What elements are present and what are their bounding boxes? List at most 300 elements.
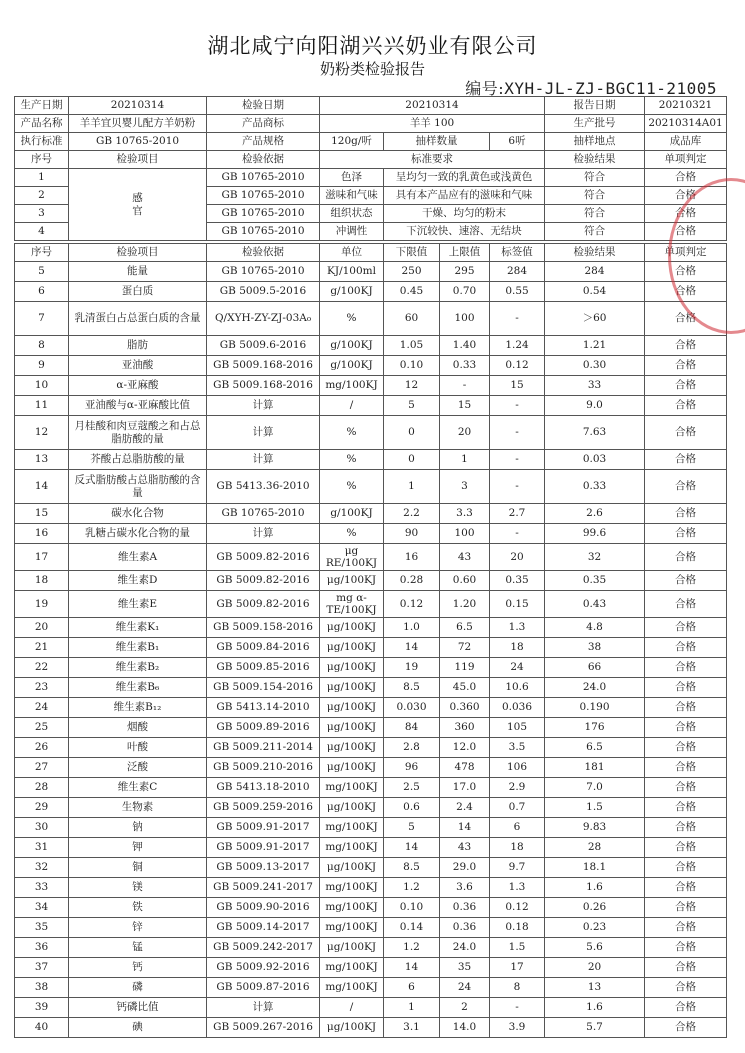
label-value: 0.55 xyxy=(490,282,545,302)
unit: mg α-TE/100KJ xyxy=(320,591,384,618)
lower-limit: 14 xyxy=(384,638,440,658)
table-row xyxy=(15,698,727,718)
test-result: 0.30 xyxy=(545,356,645,376)
table-row xyxy=(15,376,727,396)
lower-limit: 1.2 xyxy=(384,938,440,958)
test-result: 38 xyxy=(545,638,645,658)
test-result: 5.6 xyxy=(545,938,645,958)
test-basis: GB 5009.211-2014 xyxy=(207,738,320,758)
unit: % xyxy=(320,416,384,450)
unit: μg/100KJ xyxy=(320,678,384,698)
unit: mg/100KJ xyxy=(320,918,384,938)
col-header-result: 检验结果 xyxy=(545,244,645,262)
col-header-basis: 检验依据 xyxy=(207,244,320,262)
test-item: 钠 xyxy=(69,818,207,838)
upper-limit: - xyxy=(440,376,490,396)
lower-limit: 14 xyxy=(384,958,440,978)
unit: μg/100KJ xyxy=(320,1018,384,1038)
test-item: 烟酸 xyxy=(69,718,207,738)
test-item: 钾 xyxy=(69,838,207,858)
table-row xyxy=(15,918,727,938)
table-row xyxy=(15,858,727,878)
col-header-unit: 单位 xyxy=(320,244,384,262)
unit: μg/100KJ xyxy=(320,618,384,638)
verdict: 合格 xyxy=(645,470,727,504)
col-header-no: 序号 xyxy=(15,244,69,262)
table-row xyxy=(15,678,727,698)
sensory-attribute: 滋味和气味 xyxy=(320,187,384,205)
verdict: 合格 xyxy=(645,282,727,302)
lower-limit: 84 xyxy=(384,718,440,738)
test-item: 维生素D xyxy=(69,571,207,591)
brand-label: 产品商标 xyxy=(207,115,320,133)
row-number: 22 xyxy=(15,658,69,678)
upper-limit: 3.3 xyxy=(440,504,490,524)
row-number: 9 xyxy=(15,356,69,376)
table-row xyxy=(15,798,727,818)
test-result: 0.23 xyxy=(545,918,645,938)
document-number-label: 编号: xyxy=(465,79,505,98)
test-result: 0.54 xyxy=(545,282,645,302)
lower-limit: 1 xyxy=(384,470,440,504)
table-row xyxy=(15,282,727,302)
report-date-value: 20210321 xyxy=(645,97,727,115)
upper-limit: 0.33 xyxy=(440,356,490,376)
test-result: 5.7 xyxy=(545,1018,645,1038)
upper-limit: 14 xyxy=(440,818,490,838)
test-result: 99.6 xyxy=(545,524,645,544)
test-item: 锰 xyxy=(69,938,207,958)
upper-limit: 24.0 xyxy=(440,938,490,958)
lower-limit: 1.2 xyxy=(384,878,440,898)
row-number: 14 xyxy=(15,470,69,504)
test-result: 0.190 xyxy=(545,698,645,718)
test-result: 1.6 xyxy=(545,878,645,898)
test-basis: GB 5009.84-2016 xyxy=(207,638,320,658)
row-number: 21 xyxy=(15,638,69,658)
table-row xyxy=(15,396,727,416)
upper-limit: 0.60 xyxy=(440,571,490,591)
verdict: 合格 xyxy=(645,336,727,356)
row-number: 39 xyxy=(15,998,69,1018)
test-item: 锌 xyxy=(69,918,207,938)
upper-limit: 43 xyxy=(440,838,490,858)
test-result: 符合 xyxy=(545,169,645,187)
unit: g/100KJ xyxy=(320,356,384,376)
upper-limit: 0.36 xyxy=(440,918,490,938)
label-value: 106 xyxy=(490,758,545,778)
table-row xyxy=(15,591,727,618)
lower-limit: 96 xyxy=(384,758,440,778)
test-result: 33 xyxy=(545,376,645,396)
table-row xyxy=(15,958,727,978)
main-header-row xyxy=(15,244,727,262)
table-row xyxy=(15,878,727,898)
upper-limit: 15 xyxy=(440,396,490,416)
test-item: 芥酸占总脂肪酸的量 xyxy=(69,450,207,470)
verdict: 合格 xyxy=(645,591,727,618)
row-number: 26 xyxy=(15,738,69,758)
label-value: 2.7 xyxy=(490,504,545,524)
test-basis: GB 5009.210-2016 xyxy=(207,758,320,778)
test-basis: 计算 xyxy=(207,998,320,1018)
label-value: - xyxy=(490,302,545,336)
company-name: 湖北咸宁向阳湖兴兴奶业有限公司 xyxy=(207,34,538,58)
test-result: 20 xyxy=(545,958,645,978)
unit: g/100KJ xyxy=(320,336,384,356)
test-date-label: 检验日期 xyxy=(207,97,320,115)
upper-limit: 478 xyxy=(440,758,490,778)
test-item: 蛋白质 xyxy=(69,282,207,302)
sensory-attribute: 冲调性 xyxy=(320,223,384,241)
unit: μg/100KJ xyxy=(320,858,384,878)
lower-limit: 19 xyxy=(384,658,440,678)
row-number: 12 xyxy=(15,416,69,450)
table-row xyxy=(15,416,727,450)
lower-limit: 60 xyxy=(384,302,440,336)
row-number: 35 xyxy=(15,918,69,938)
row-number: 1 xyxy=(15,169,69,187)
product-name-label: 产品名称 xyxy=(15,115,69,133)
row-number: 27 xyxy=(15,758,69,778)
row-number: 2 xyxy=(15,187,69,205)
test-item: α-亚麻酸 xyxy=(69,376,207,396)
row-number: 16 xyxy=(15,524,69,544)
test-item: 铜 xyxy=(69,858,207,878)
verdict: 合格 xyxy=(645,858,727,878)
unit: μg/100KJ xyxy=(320,738,384,758)
lower-limit: 0.030 xyxy=(384,698,440,718)
test-result: 24.0 xyxy=(545,678,645,698)
verdict: 合格 xyxy=(645,778,727,798)
upper-limit: 119 xyxy=(440,658,490,678)
label-value: 0.18 xyxy=(490,918,545,938)
verdict: 合格 xyxy=(645,798,727,818)
unit: % xyxy=(320,470,384,504)
test-result: 0.26 xyxy=(545,898,645,918)
test-basis: GB 10765-2010 xyxy=(207,504,320,524)
lower-limit: 2.5 xyxy=(384,778,440,798)
label-value: - xyxy=(490,524,545,544)
test-result: 符合 xyxy=(545,187,645,205)
unit: μg/100KJ xyxy=(320,698,384,718)
label-value: 105 xyxy=(490,718,545,738)
label-value: - xyxy=(490,416,545,450)
lower-limit: 0.28 xyxy=(384,571,440,591)
unit: mg/100KJ xyxy=(320,978,384,998)
main-section xyxy=(15,262,727,1038)
verdict: 合格 xyxy=(645,698,727,718)
lower-limit: 5 xyxy=(384,818,440,838)
table-row xyxy=(15,758,727,778)
sensory-group-label: 感 官 xyxy=(69,169,207,241)
unit: % xyxy=(320,524,384,544)
lower-limit: 250 xyxy=(384,262,440,282)
verdict: 合格 xyxy=(645,818,727,838)
lower-limit: 0 xyxy=(384,450,440,470)
info-row-2 xyxy=(15,115,727,133)
verdict: 合格 xyxy=(645,416,727,450)
test-item: 镁 xyxy=(69,878,207,898)
batch-label: 生产批号 xyxy=(545,115,645,133)
test-item: 钙 xyxy=(69,958,207,978)
verdict: 合格 xyxy=(645,738,727,758)
row-number: 3 xyxy=(15,205,69,223)
test-basis: GB 5009.168-2016 xyxy=(207,356,320,376)
lower-limit: 2.8 xyxy=(384,738,440,758)
test-basis: GB 5009.241-2017 xyxy=(207,878,320,898)
test-basis: GB 5009.259-2016 xyxy=(207,798,320,818)
verdict: 合格 xyxy=(645,187,727,205)
table-row xyxy=(15,544,727,571)
label-value: 284 xyxy=(490,262,545,282)
row-number: 13 xyxy=(15,450,69,470)
test-item: 维生素K₁ xyxy=(69,618,207,638)
verdict: 合格 xyxy=(645,918,727,938)
test-basis: GB 5009.90-2016 xyxy=(207,898,320,918)
lower-limit: 0.12 xyxy=(384,591,440,618)
unit: mg/100KJ xyxy=(320,878,384,898)
test-basis: 计算 xyxy=(207,416,320,450)
inspection-table xyxy=(14,96,727,1038)
test-item: 维生素B₁₂ xyxy=(69,698,207,718)
test-item: 维生素B₆ xyxy=(69,678,207,698)
test-result: 2.6 xyxy=(545,504,645,524)
test-item: 亚油酸 xyxy=(69,356,207,376)
spec-label: 产品规格 xyxy=(207,133,320,151)
row-number: 25 xyxy=(15,718,69,738)
verdict: 合格 xyxy=(645,878,727,898)
upper-limit: 100 xyxy=(440,524,490,544)
info-row-1 xyxy=(15,97,727,115)
label-value: 3.5 xyxy=(490,738,545,758)
sensory-requirement: 下沉较快、速溶、无结块 xyxy=(384,223,545,241)
label-value: 18 xyxy=(490,838,545,858)
upper-limit: 3.6 xyxy=(440,878,490,898)
brand-value: 羊羊 100 xyxy=(320,115,545,133)
sensory-requirement: 具有本产品应有的滋味和气味 xyxy=(384,187,545,205)
col-header-verdict: 单项判定 xyxy=(645,244,727,262)
upper-limit: 0.360 xyxy=(440,698,490,718)
test-basis: GB 5009.82-2016 xyxy=(207,591,320,618)
test-basis: GB 5009.89-2016 xyxy=(207,718,320,738)
upper-limit: 20 xyxy=(440,416,490,450)
unit: g/100KJ xyxy=(320,282,384,302)
test-basis: GB 10765-2010 xyxy=(207,169,320,187)
table-row xyxy=(15,1018,727,1038)
label-value: 3.9 xyxy=(490,1018,545,1038)
upper-limit: 0.70 xyxy=(440,282,490,302)
verdict: 合格 xyxy=(645,1018,727,1038)
upper-limit: 1 xyxy=(440,450,490,470)
upper-limit: 17.0 xyxy=(440,778,490,798)
test-basis: 计算 xyxy=(207,450,320,470)
unit: μg/100KJ xyxy=(320,718,384,738)
test-basis: GB 5009.85-2016 xyxy=(207,658,320,678)
row-number: 4 xyxy=(15,223,69,241)
test-basis: GB 5009.158-2016 xyxy=(207,618,320,638)
row-number: 37 xyxy=(15,958,69,978)
test-item: 乳清蛋白占总蛋白质的含量 xyxy=(69,302,207,336)
test-basis: GB 5009.267-2016 xyxy=(207,1018,320,1038)
product-name-value: 羊羊宜贝婴儿配方羊奶粉 xyxy=(69,115,207,133)
test-item: 生物素 xyxy=(69,798,207,818)
lower-limit: 0.10 xyxy=(384,898,440,918)
lower-limit: 6 xyxy=(384,978,440,998)
lower-limit: 1.05 xyxy=(384,336,440,356)
row-number: 10 xyxy=(15,376,69,396)
row-number: 24 xyxy=(15,698,69,718)
table-row xyxy=(15,638,727,658)
test-item: 亚油酸与α-亚麻酸比值 xyxy=(69,396,207,416)
row-number: 23 xyxy=(15,678,69,698)
info-row-3 xyxy=(15,133,727,151)
upper-limit: 24 xyxy=(440,978,490,998)
standard-value: GB 10765-2010 xyxy=(69,133,207,151)
label-value: 24 xyxy=(490,658,545,678)
row-number: 33 xyxy=(15,878,69,898)
label-value: 1.3 xyxy=(490,878,545,898)
upper-limit: 0.36 xyxy=(440,898,490,918)
test-item: 能量 xyxy=(69,262,207,282)
col-header-item: 检验项目 xyxy=(69,151,207,169)
label-value: 0.35 xyxy=(490,571,545,591)
test-item: 乳糖占碳水化合物的量 xyxy=(69,524,207,544)
label-value: 10.6 xyxy=(490,678,545,698)
test-result: 符合 xyxy=(545,205,645,223)
test-result: 7.63 xyxy=(545,416,645,450)
test-basis: GB 5009.92-2016 xyxy=(207,958,320,978)
test-result: 18.1 xyxy=(545,858,645,878)
upper-limit: 2 xyxy=(440,998,490,1018)
row-number: 18 xyxy=(15,571,69,591)
test-item: 维生素A xyxy=(69,544,207,571)
verdict: 合格 xyxy=(645,504,727,524)
spec-value: 120g/听 xyxy=(320,133,384,151)
verdict: 合格 xyxy=(645,262,727,282)
unit: mg/100KJ xyxy=(320,838,384,858)
verdict: 合格 xyxy=(645,450,727,470)
test-result: 1.5 xyxy=(545,798,645,818)
table-row xyxy=(15,998,727,1018)
upper-limit: 100 xyxy=(440,302,490,336)
unit: μg/100KJ xyxy=(320,658,384,678)
unit: % xyxy=(320,302,384,336)
lower-limit: 14 xyxy=(384,838,440,858)
table-row xyxy=(15,336,727,356)
unit: mg/100KJ xyxy=(320,818,384,838)
test-result: 66 xyxy=(545,658,645,678)
test-basis: 计算 xyxy=(207,524,320,544)
row-number: 40 xyxy=(15,1018,69,1038)
label-value: 0.12 xyxy=(490,356,545,376)
test-result: 4.8 xyxy=(545,618,645,638)
table-row xyxy=(15,818,727,838)
test-result: 32 xyxy=(545,544,645,571)
unit: g/100KJ xyxy=(320,504,384,524)
test-result: ＞60 xyxy=(545,302,645,336)
unit: μg/100KJ xyxy=(320,938,384,958)
upper-limit: 43 xyxy=(440,544,490,571)
col-header-no: 序号 xyxy=(15,151,69,169)
test-item: 叶酸 xyxy=(69,738,207,758)
table-row xyxy=(15,658,727,678)
test-result: 0.35 xyxy=(545,571,645,591)
unit: / xyxy=(320,396,384,416)
test-item: 维生素B₁ xyxy=(69,638,207,658)
sensory-header-row xyxy=(15,151,727,169)
table-row xyxy=(15,571,727,591)
lower-limit: 12 xyxy=(384,376,440,396)
row-number: 30 xyxy=(15,818,69,838)
lower-limit: 0.45 xyxy=(384,282,440,302)
upper-limit: 6.5 xyxy=(440,618,490,638)
test-basis: GB 10765-2010 xyxy=(207,223,320,241)
table-row xyxy=(15,978,727,998)
test-result: 181 xyxy=(545,758,645,778)
verdict: 合格 xyxy=(645,838,727,858)
test-result: 1.21 xyxy=(545,336,645,356)
test-item: 泛酸 xyxy=(69,758,207,778)
table-row xyxy=(15,718,727,738)
sample-place-label: 抽样地点 xyxy=(545,133,645,151)
label-value: 9.7 xyxy=(490,858,545,878)
col-header-requirement: 标准要求 xyxy=(320,151,545,169)
row-number: 11 xyxy=(15,396,69,416)
test-item: 维生素B₂ xyxy=(69,658,207,678)
label-value: 18 xyxy=(490,638,545,658)
verdict: 合格 xyxy=(645,978,727,998)
label-value: 1.24 xyxy=(490,336,545,356)
verdict: 合格 xyxy=(645,658,727,678)
lower-limit: 1 xyxy=(384,998,440,1018)
upper-limit: 295 xyxy=(440,262,490,282)
verdict: 合格 xyxy=(645,618,727,638)
row-number: 31 xyxy=(15,838,69,858)
col-header-label-value: 标签值 xyxy=(490,244,545,262)
test-item: 磷 xyxy=(69,978,207,998)
test-basis: GB 10765-2010 xyxy=(207,205,320,223)
col-header-item: 检验项目 xyxy=(69,244,207,262)
lower-limit: 1.0 xyxy=(384,618,440,638)
upper-limit: 72 xyxy=(440,638,490,658)
unit: mg/100KJ xyxy=(320,778,384,798)
test-result: 176 xyxy=(545,718,645,738)
batch-value: 20210314A01 xyxy=(645,115,727,133)
standard-label: 执行标准 xyxy=(15,133,69,151)
table-row xyxy=(15,938,727,958)
unit: μg/100KJ xyxy=(320,798,384,818)
unit: μg/100KJ xyxy=(320,571,384,591)
verdict: 合格 xyxy=(645,938,727,958)
verdict: 合格 xyxy=(645,205,727,223)
lower-limit: 2.2 xyxy=(384,504,440,524)
lower-limit: 0.14 xyxy=(384,918,440,938)
verdict: 合格 xyxy=(645,544,727,571)
row-number: 28 xyxy=(15,778,69,798)
test-basis: GB 5009.82-2016 xyxy=(207,571,320,591)
lower-limit: 0.6 xyxy=(384,798,440,818)
lower-limit: 0 xyxy=(384,416,440,450)
test-basis: GB 5009.14-2017 xyxy=(207,918,320,938)
label-value: 15 xyxy=(490,376,545,396)
row-number: 6 xyxy=(15,282,69,302)
test-result: 9.0 xyxy=(545,396,645,416)
sample-place-value: 成品库 xyxy=(645,133,727,151)
table-row xyxy=(15,838,727,858)
test-result: 0.33 xyxy=(545,470,645,504)
test-basis: GB 5009.154-2016 xyxy=(207,678,320,698)
